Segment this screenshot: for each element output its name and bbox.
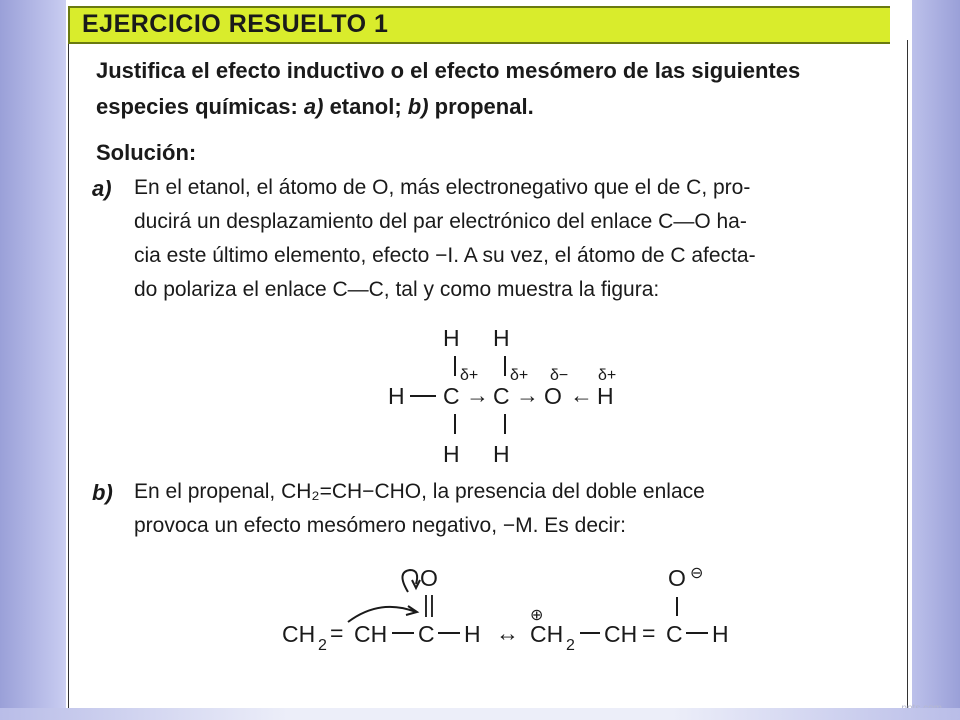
propenal-o-left: O (420, 565, 438, 591)
part-a-line-4: do polariza el enlace C—C, tal y como muestra la figura: (134, 278, 660, 301)
propenal-h-right: H (712, 621, 729, 647)
question-line-1: Justifica el efecto inductivo o el efecto mesómero de las siguientes (96, 58, 801, 83)
ethanol-arrow-c1-c2: → (466, 382, 489, 408)
ethanol-h-top-2: H (493, 325, 510, 351)
part-b-label: b) (92, 480, 113, 505)
propenal-sub2-right: 2 (566, 637, 575, 654)
propenal-h-left: H (464, 621, 481, 647)
propenal-eq-left: = (330, 620, 344, 646)
part-b-line-2: provoca un efecto mesómero negativo, −M. Es decir: (134, 514, 626, 537)
ethanol-h-bottom-1: H (443, 441, 460, 467)
propenal-sub2-left: 2 (318, 637, 327, 654)
part-a-line-2: ducirá un desplazamiento del par electrónico del enlace C—O ha- (134, 210, 747, 233)
ethanol-arrow-c2-o: → (516, 382, 539, 408)
exercise-header (68, 6, 890, 44)
propenal-ch2-left: CH (282, 621, 316, 647)
propenal-minus-charge: ⊖ (690, 565, 704, 582)
propenal-plus-charge: ⊕ (530, 607, 544, 624)
part-a-label: a) (92, 176, 112, 201)
propenal-double-bond-left: || (423, 591, 435, 617)
propenal-c-right: C (666, 621, 683, 647)
propenal-eq-right: = (642, 620, 656, 646)
ethanol-delta-c2: δ+ (510, 367, 529, 384)
ethanol-h-left: H (388, 383, 405, 409)
resonance-arrow: ↔ (496, 620, 519, 646)
ethanol-arrow-h-o: ← (570, 382, 593, 408)
ethanol-o: O (544, 383, 562, 409)
propenal-c-left: C (418, 621, 435, 647)
propenal-ch-left: CH (354, 621, 388, 647)
exercise-title: EJERCICIO RESUELTO 1 (82, 10, 389, 38)
solution-label: Solución: (96, 140, 197, 165)
propenal-o-right: O (668, 565, 686, 591)
ethanol-c1: C (443, 383, 460, 409)
question-line-2: especies químicas: a) etanol; b) propenal. (96, 94, 534, 119)
footer-strip (0, 708, 960, 720)
part-a-line-1: En el etanol, el átomo de O, más electronegativo que el de C, pro- (134, 176, 751, 199)
ethanol-h-right: H (597, 383, 614, 409)
part-b-line-1: En el propenal, CH₂=CH−CHO, la presencia del doble enlace (134, 480, 705, 503)
propenal-ch2-right: CH (530, 621, 564, 647)
ethanol-delta-h: δ+ (598, 367, 617, 384)
ethanol-delta-o: δ− (550, 367, 569, 384)
ethanol-h-bottom-2: H (493, 441, 510, 467)
ethanol-c2: C (493, 383, 510, 409)
ethanol-delta-c1: δ+ (460, 367, 479, 384)
ethanol-h-top-1: H (443, 325, 460, 351)
propenal-ch-right: CH (604, 621, 638, 647)
part-a-line-3: cia este último elemento, efecto −I. A su vez, el átomo de C afecta- (134, 244, 756, 267)
